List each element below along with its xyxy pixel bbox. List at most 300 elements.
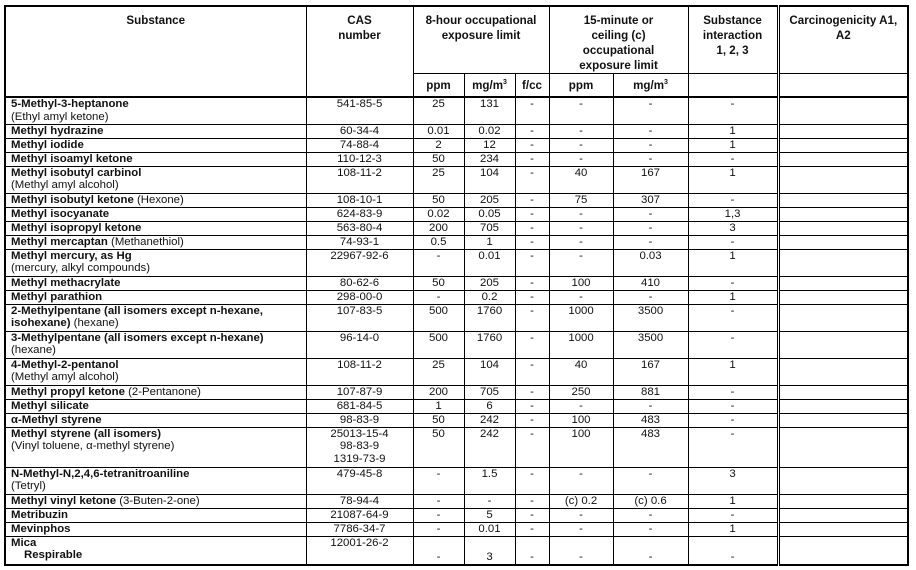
substance-name: Methyl methacrylate bbox=[11, 276, 121, 289]
cas-number: 22967-92-6 bbox=[330, 249, 389, 262]
cell-carcinogenicity bbox=[778, 97, 908, 124]
cell-ppm: 0.02 bbox=[413, 207, 464, 221]
cell-substance bbox=[5, 276, 306, 290]
cell-ppm: 50 bbox=[413, 427, 464, 467]
cell-interaction: - bbox=[688, 276, 778, 290]
substance-name: α-Methyl styrene bbox=[11, 413, 102, 426]
cell-cas bbox=[306, 290, 413, 304]
cell-mg-m3-15: 881 bbox=[613, 385, 688, 399]
cell-carcinogenicity bbox=[778, 235, 908, 249]
table-row bbox=[5, 522, 908, 536]
cell-substance bbox=[5, 494, 306, 508]
cell-fcc: - bbox=[515, 304, 549, 331]
cas-number: 78-94-4 bbox=[339, 494, 380, 507]
exposure-limits-table bbox=[4, 5, 909, 566]
cell-ppm-15: (c) 0.2 bbox=[549, 494, 613, 508]
cell-substance bbox=[5, 385, 306, 399]
cell-ppm-15: - bbox=[549, 235, 613, 249]
cell-cas bbox=[306, 399, 413, 413]
cell-mg-m3: 12 bbox=[464, 138, 515, 152]
cell-carcinogenicity bbox=[778, 276, 908, 290]
cell-ppm-15: - bbox=[549, 152, 613, 166]
table-row bbox=[5, 494, 908, 508]
substance-name: Methyl styrene (all isomers) bbox=[11, 427, 162, 440]
cell-ppm: 500 bbox=[413, 304, 464, 331]
cas-number: 108-10-1 bbox=[336, 193, 383, 206]
cas-number: 681-84-5 bbox=[336, 399, 383, 412]
substance-alt-name: (2-Pentanone) bbox=[124, 385, 201, 398]
cas-number: 96-14-0 bbox=[339, 331, 380, 344]
cell-substance bbox=[5, 235, 306, 249]
cell-ppm: 50 bbox=[413, 276, 464, 290]
cell-ppm-15: - bbox=[549, 508, 613, 522]
cell-interaction: 3 bbox=[688, 221, 778, 235]
substance-name: Methyl isobutyl ketone bbox=[11, 193, 134, 206]
cell-ppm: 50 bbox=[413, 413, 464, 427]
cell-mg-m3: 3 bbox=[464, 536, 515, 565]
cell-carcinogenicity bbox=[778, 522, 908, 536]
cell-cas bbox=[306, 166, 413, 193]
cell-mg-m3-15: 3500 bbox=[613, 331, 688, 358]
cell-interaction: 1 bbox=[688, 494, 778, 508]
cell-carcinogenicity bbox=[778, 221, 908, 235]
cell-ppm: 0.01 bbox=[413, 124, 464, 138]
cell-ppm-15: - bbox=[549, 249, 613, 276]
cell-mg-m3-15: 410 bbox=[613, 276, 688, 290]
cell-mg-m3-15: - bbox=[613, 399, 688, 413]
substance-name: 2-Methylpentane (all isomers except n-hexane, isohexane) bbox=[11, 304, 263, 330]
cell-fcc: - bbox=[515, 166, 549, 193]
cell-interaction: 1,3 bbox=[688, 207, 778, 221]
substance-name: N-Methyl-N,2,4,6-tetranitroaniline bbox=[11, 467, 190, 480]
substance-synonym: (Methyl amyl alcohol) bbox=[11, 179, 119, 192]
cell-ppm: 500 bbox=[413, 331, 464, 358]
table-row bbox=[5, 124, 908, 138]
cell-ppm: - bbox=[413, 536, 464, 565]
cell-fcc: - bbox=[515, 276, 549, 290]
table-row bbox=[5, 358, 908, 385]
cell-mg-m3: 234 bbox=[464, 152, 515, 166]
cell-substance bbox=[5, 97, 306, 124]
cell-mg-m3: 1 bbox=[464, 235, 515, 249]
cell-cas bbox=[306, 508, 413, 522]
cas-number: 25013-15-4 bbox=[330, 427, 389, 440]
cell-fcc: - bbox=[515, 508, 549, 522]
cell-fcc: - bbox=[515, 385, 549, 399]
cell-cas bbox=[306, 193, 413, 207]
header-15-minute-limit: 15-minute or ceiling (c) occupational exposure limit bbox=[549, 6, 688, 74]
cell-carcinogenicity bbox=[778, 427, 908, 467]
subheader-mg-m3: $mg/m^3$ bbox=[464, 74, 515, 98]
cas-number: 108-11-2 bbox=[337, 166, 382, 179]
cell-ppm: - bbox=[413, 290, 464, 304]
cell-mg-m3-15: - bbox=[613, 536, 688, 565]
cas-number: 541-85-5 bbox=[336, 98, 383, 110]
cell-carcinogenicity bbox=[778, 304, 908, 331]
cell-cas bbox=[306, 413, 413, 427]
cell-ppm: 200 bbox=[413, 221, 464, 235]
cell-substance bbox=[5, 304, 306, 331]
cell-ppm-15: - bbox=[549, 221, 613, 235]
cell-interaction: - bbox=[688, 152, 778, 166]
table-row bbox=[5, 427, 908, 467]
cell-carcinogenicity bbox=[778, 413, 908, 427]
cell-mg-m3-15: 167 bbox=[613, 358, 688, 385]
cell-interaction: - bbox=[688, 508, 778, 522]
cell-mg-m3: 0.01 bbox=[464, 249, 515, 276]
cas-number: 12001-26-2 bbox=[330, 536, 389, 549]
cell-fcc: - bbox=[515, 494, 549, 508]
cell-mg-m3: 5 bbox=[464, 508, 515, 522]
cell-mg-m3: 205 bbox=[464, 193, 515, 207]
substance-name: Metribuzin bbox=[11, 508, 68, 521]
cell-ppm: 25 bbox=[413, 358, 464, 385]
cell-cas bbox=[306, 138, 413, 152]
cell-carcinogenicity bbox=[778, 152, 908, 166]
cell-carcinogenicity bbox=[778, 290, 908, 304]
cell-mg-m3: 6 bbox=[464, 399, 515, 413]
cell-ppm-15: - bbox=[549, 399, 613, 413]
cas-number: 110-12-3 bbox=[337, 152, 382, 165]
cell-interaction: 1 bbox=[688, 249, 778, 276]
cell-fcc: - bbox=[515, 358, 549, 385]
cas-number: 298-00-0 bbox=[336, 290, 383, 303]
cell-carcinogenicity bbox=[778, 193, 908, 207]
substance-name: 5-Methyl-3-heptanone bbox=[11, 98, 129, 110]
substance-synonym: (mercury, alkyl compounds) bbox=[11, 262, 151, 275]
cell-mg-m3: 705 bbox=[464, 385, 515, 399]
table-row bbox=[5, 399, 908, 413]
cell-substance bbox=[5, 166, 306, 193]
cell-ppm: 2 bbox=[413, 138, 464, 152]
cell-fcc: - bbox=[515, 413, 549, 427]
cas-number: 624-83-9 bbox=[336, 207, 383, 220]
cell-carcinogenicity bbox=[778, 358, 908, 385]
cell-ppm: - bbox=[413, 494, 464, 508]
cell-interaction: - bbox=[688, 427, 778, 467]
cas-number: 98-83-9 bbox=[339, 440, 380, 453]
cell-ppm: 200 bbox=[413, 385, 464, 399]
cell-fcc: - bbox=[515, 522, 549, 536]
table-row bbox=[5, 331, 908, 358]
cell-substance bbox=[5, 358, 306, 385]
cas-number: 107-83-5 bbox=[336, 304, 383, 317]
cell-ppm: - bbox=[413, 467, 464, 494]
cell-ppm-15: 250 bbox=[549, 385, 613, 399]
cell-interaction: 1 bbox=[688, 124, 778, 138]
table-row bbox=[5, 385, 908, 399]
cell-interaction: - bbox=[688, 97, 778, 124]
substance-synonym: (Ethyl amyl ketone) bbox=[11, 110, 109, 123]
cell-mg-m3-15: (c) 0.6 bbox=[613, 494, 688, 508]
cell-ppm-15: - bbox=[549, 97, 613, 124]
cell-substance bbox=[5, 413, 306, 427]
substance-alt-name: (3-Buten-2-one) bbox=[116, 494, 200, 507]
cell-carcinogenicity bbox=[778, 399, 908, 413]
cell-ppm-15: - bbox=[549, 124, 613, 138]
cell-ppm: 25 bbox=[413, 97, 464, 124]
subheader-mg-m3-15: $mg/m^3$ bbox=[613, 74, 688, 98]
cell-substance bbox=[5, 193, 306, 207]
table-row bbox=[5, 536, 908, 565]
cell-substance bbox=[5, 138, 306, 152]
cell-interaction: 1 bbox=[688, 290, 778, 304]
cell-carcinogenicity bbox=[778, 166, 908, 193]
cell-interaction: 1 bbox=[688, 166, 778, 193]
table-row bbox=[5, 290, 908, 304]
cell-fcc: - bbox=[515, 124, 549, 138]
cell-mg-m3: 104 bbox=[464, 166, 515, 193]
substance-name: Methyl iodide bbox=[11, 138, 84, 151]
substance-alt-name: (Methanethiol) bbox=[107, 235, 184, 248]
cell-mg-m3: 131 bbox=[464, 97, 515, 124]
cell-fcc: - bbox=[515, 290, 549, 304]
cell-cas bbox=[306, 536, 413, 565]
cell-cas bbox=[306, 358, 413, 385]
table-row bbox=[5, 166, 908, 193]
table-row bbox=[5, 193, 908, 207]
cell-cas bbox=[306, 152, 413, 166]
table-row bbox=[5, 467, 908, 494]
cell-interaction: - bbox=[688, 413, 778, 427]
subheader-fcc: f/cc bbox=[515, 74, 549, 98]
cell-ppm: 50 bbox=[413, 193, 464, 207]
cell-mg-m3-15: - bbox=[613, 124, 688, 138]
cell-interaction: - bbox=[688, 193, 778, 207]
substance-name: Methyl vinyl ketone bbox=[11, 494, 117, 507]
cell-cas bbox=[306, 385, 413, 399]
cell-cas bbox=[306, 494, 413, 508]
cell-ppm: 50 bbox=[413, 152, 464, 166]
substance-synonym: (Tetryl) bbox=[11, 480, 46, 493]
cell-fcc: - bbox=[515, 193, 549, 207]
header-carcinogenicity: Carcinogenicity A1, A2 bbox=[778, 6, 908, 74]
cell-carcinogenicity bbox=[778, 385, 908, 399]
cell-carcinogenicity bbox=[778, 494, 908, 508]
cell-mg-m3-15: - bbox=[613, 152, 688, 166]
table-row bbox=[5, 221, 908, 235]
cell-carcinogenicity bbox=[778, 536, 908, 565]
cell-mg-m3: 242 bbox=[464, 427, 515, 467]
substance-name: Methyl hydrazine bbox=[11, 124, 104, 137]
cas-number: 60-34-4 bbox=[339, 124, 380, 137]
cell-substance bbox=[5, 399, 306, 413]
cell-ppm-15: 40 bbox=[549, 358, 613, 385]
cell-interaction: 3 bbox=[688, 467, 778, 494]
cell-ppm-15: 1000 bbox=[549, 304, 613, 331]
cell-substance bbox=[5, 124, 306, 138]
cas-number: 74-88-4 bbox=[339, 138, 380, 151]
cell-mg-m3: - bbox=[464, 494, 515, 508]
cell-ppm-15: 1000 bbox=[549, 331, 613, 358]
cell-interaction: - bbox=[688, 304, 778, 331]
table-row bbox=[5, 138, 908, 152]
cell-mg-m3: 1.5 bbox=[464, 467, 515, 494]
substance-alt-name: (Hexone) bbox=[133, 193, 184, 206]
cell-mg-m3-15: - bbox=[613, 235, 688, 249]
substance-synonym: (Methyl amyl alcohol) bbox=[11, 371, 119, 384]
cell-interaction: - bbox=[688, 331, 778, 358]
table-row bbox=[5, 152, 908, 166]
substance-name: Methyl propyl ketone bbox=[11, 385, 125, 398]
subheader-carcinogenicity-blank bbox=[778, 74, 908, 98]
table-row bbox=[5, 97, 908, 124]
cas-number: 479-45-8 bbox=[336, 467, 383, 480]
cell-cas bbox=[306, 124, 413, 138]
cell-cas bbox=[306, 207, 413, 221]
subheader-ppm-15: ppm bbox=[549, 74, 613, 98]
cell-carcinogenicity bbox=[778, 467, 908, 494]
cell-ppm-15: 40 bbox=[549, 166, 613, 193]
cell-cas bbox=[306, 97, 413, 124]
cas-number: 80-62-6 bbox=[339, 276, 380, 289]
cell-cas bbox=[306, 331, 413, 358]
cell-cas bbox=[306, 276, 413, 290]
cell-mg-m3-15: - bbox=[613, 221, 688, 235]
cell-ppm: 1 bbox=[413, 399, 464, 413]
cell-mg-m3-15: - bbox=[613, 290, 688, 304]
substance-name: 3-Methylpentane (all isomers except n-hexane) bbox=[11, 331, 264, 344]
cell-fcc: - bbox=[515, 152, 549, 166]
cell-mg-m3: 705 bbox=[464, 221, 515, 235]
cell-interaction: - bbox=[688, 385, 778, 399]
cell-cas bbox=[306, 467, 413, 494]
substance-name: Mica bbox=[11, 536, 37, 549]
cell-mg-m3: 205 bbox=[464, 276, 515, 290]
cell-ppm-15: - bbox=[549, 138, 613, 152]
cell-fcc: - bbox=[515, 235, 549, 249]
cell-fcc: - bbox=[515, 97, 549, 124]
cas-number: 107-87-9 bbox=[336, 385, 383, 398]
cell-fcc: - bbox=[515, 207, 549, 221]
cas-number: 98-83-9 bbox=[339, 413, 380, 426]
cell-carcinogenicity bbox=[778, 138, 908, 152]
cell-carcinogenicity bbox=[778, 331, 908, 358]
cell-carcinogenicity bbox=[778, 207, 908, 221]
table-row bbox=[5, 508, 908, 522]
cell-ppm: - bbox=[413, 508, 464, 522]
substance-name: Methyl isobutyl carbinol bbox=[11, 166, 142, 179]
cell-cas bbox=[306, 522, 413, 536]
cas-number: 74-93-1 bbox=[339, 235, 380, 248]
cell-mg-m3-15: - bbox=[613, 508, 688, 522]
table-row bbox=[5, 276, 908, 290]
cell-cas bbox=[306, 249, 413, 276]
cell-fcc: - bbox=[515, 536, 549, 565]
cell-ppm-15: - bbox=[549, 467, 613, 494]
cell-substance bbox=[5, 207, 306, 221]
cell-substance bbox=[5, 536, 306, 565]
cell-fcc: - bbox=[515, 249, 549, 276]
cell-carcinogenicity bbox=[778, 249, 908, 276]
substance-name: Methyl parathion bbox=[11, 290, 103, 303]
cell-ppm-15: - bbox=[549, 207, 613, 221]
subheader-ppm: ppm bbox=[413, 74, 464, 98]
cell-cas bbox=[306, 221, 413, 235]
cell-ppm-15: - bbox=[549, 536, 613, 565]
cas-number: 108-11-2 bbox=[337, 358, 382, 371]
cell-mg-m3: 104 bbox=[464, 358, 515, 385]
table-row bbox=[5, 235, 908, 249]
cell-ppm-15: 75 bbox=[549, 193, 613, 207]
cell-mg-m3-15: 167 bbox=[613, 166, 688, 193]
cell-ppm-15: - bbox=[549, 290, 613, 304]
header-substance: Substance bbox=[5, 6, 306, 97]
substance-name: Methyl isopropyl ketone bbox=[11, 221, 142, 234]
cas-number: 563-80-4 bbox=[336, 221, 383, 234]
cas-number: 21087-64-9 bbox=[330, 508, 389, 521]
cell-fcc: - bbox=[515, 467, 549, 494]
cell-mg-m3: 1760 bbox=[464, 304, 515, 331]
cell-ppm: - bbox=[413, 522, 464, 536]
cell-substance bbox=[5, 508, 306, 522]
header-8-hour-limit: 8-hour occupational exposure limit bbox=[413, 6, 549, 74]
cell-substance bbox=[5, 467, 306, 494]
cell-substance bbox=[5, 221, 306, 235]
substance-name: Mevinphos bbox=[11, 522, 71, 535]
substance-alt-name: (hexane) bbox=[70, 317, 119, 330]
cell-substance bbox=[5, 249, 306, 276]
cell-mg-m3-15: 307 bbox=[613, 193, 688, 207]
cas-number: 1319-73-9 bbox=[333, 452, 386, 465]
cell-mg-m3: 242 bbox=[464, 413, 515, 427]
substance-synonym: (Vinyl toluene, α-methyl styrene) bbox=[11, 440, 175, 453]
cell-mg-m3-15: - bbox=[613, 97, 688, 124]
cell-mg-m3: 0.01 bbox=[464, 522, 515, 536]
cas-number: 7786-34-7 bbox=[333, 522, 386, 535]
cell-fcc: - bbox=[515, 399, 549, 413]
cell-interaction: 1 bbox=[688, 522, 778, 536]
cell-mg-m3: 1760 bbox=[464, 331, 515, 358]
substance-name: Methyl silicate bbox=[11, 399, 89, 412]
cell-substance bbox=[5, 290, 306, 304]
cell-substance bbox=[5, 152, 306, 166]
cell-ppm: 25 bbox=[413, 166, 464, 193]
cell-cas bbox=[306, 304, 413, 331]
substance-name: Methyl isocyanate bbox=[11, 207, 110, 220]
cell-cas bbox=[306, 235, 413, 249]
cell-fcc: - bbox=[515, 427, 549, 467]
cell-mg-m3: 0.05 bbox=[464, 207, 515, 221]
substance-name: Methyl mercaptan bbox=[11, 235, 108, 248]
cell-mg-m3-15: 3500 bbox=[613, 304, 688, 331]
table-row bbox=[5, 304, 908, 331]
table-row bbox=[5, 207, 908, 221]
cell-interaction: - bbox=[688, 399, 778, 413]
cell-fcc: - bbox=[515, 331, 549, 358]
table-row bbox=[5, 249, 908, 276]
cell-carcinogenicity bbox=[778, 508, 908, 522]
substance-name: Methyl mercury, as Hg bbox=[11, 249, 132, 262]
cell-cas bbox=[306, 427, 413, 467]
cell-interaction: 1 bbox=[688, 138, 778, 152]
cell-substance bbox=[5, 522, 306, 536]
substance-name: Methyl isoamyl ketone bbox=[11, 152, 133, 165]
substance-form: Respirable bbox=[24, 549, 83, 562]
cell-mg-m3-15: - bbox=[613, 522, 688, 536]
cell-interaction: 1 bbox=[688, 358, 778, 385]
cell-mg-m3-15: 0.03 bbox=[613, 249, 688, 276]
cell-mg-m3-15: 483 bbox=[613, 427, 688, 467]
cell-ppm-15: - bbox=[549, 522, 613, 536]
cell-interaction: - bbox=[688, 235, 778, 249]
cell-fcc: - bbox=[515, 138, 549, 152]
substance-alt-name: (hexane) bbox=[11, 344, 56, 357]
cell-mg-m3-15: - bbox=[613, 138, 688, 152]
cell-ppm-15: 100 bbox=[549, 276, 613, 290]
header-substance-interaction: Substance interaction 1, 2, 3 bbox=[688, 6, 778, 74]
cell-ppm-15: 100 bbox=[549, 427, 613, 467]
